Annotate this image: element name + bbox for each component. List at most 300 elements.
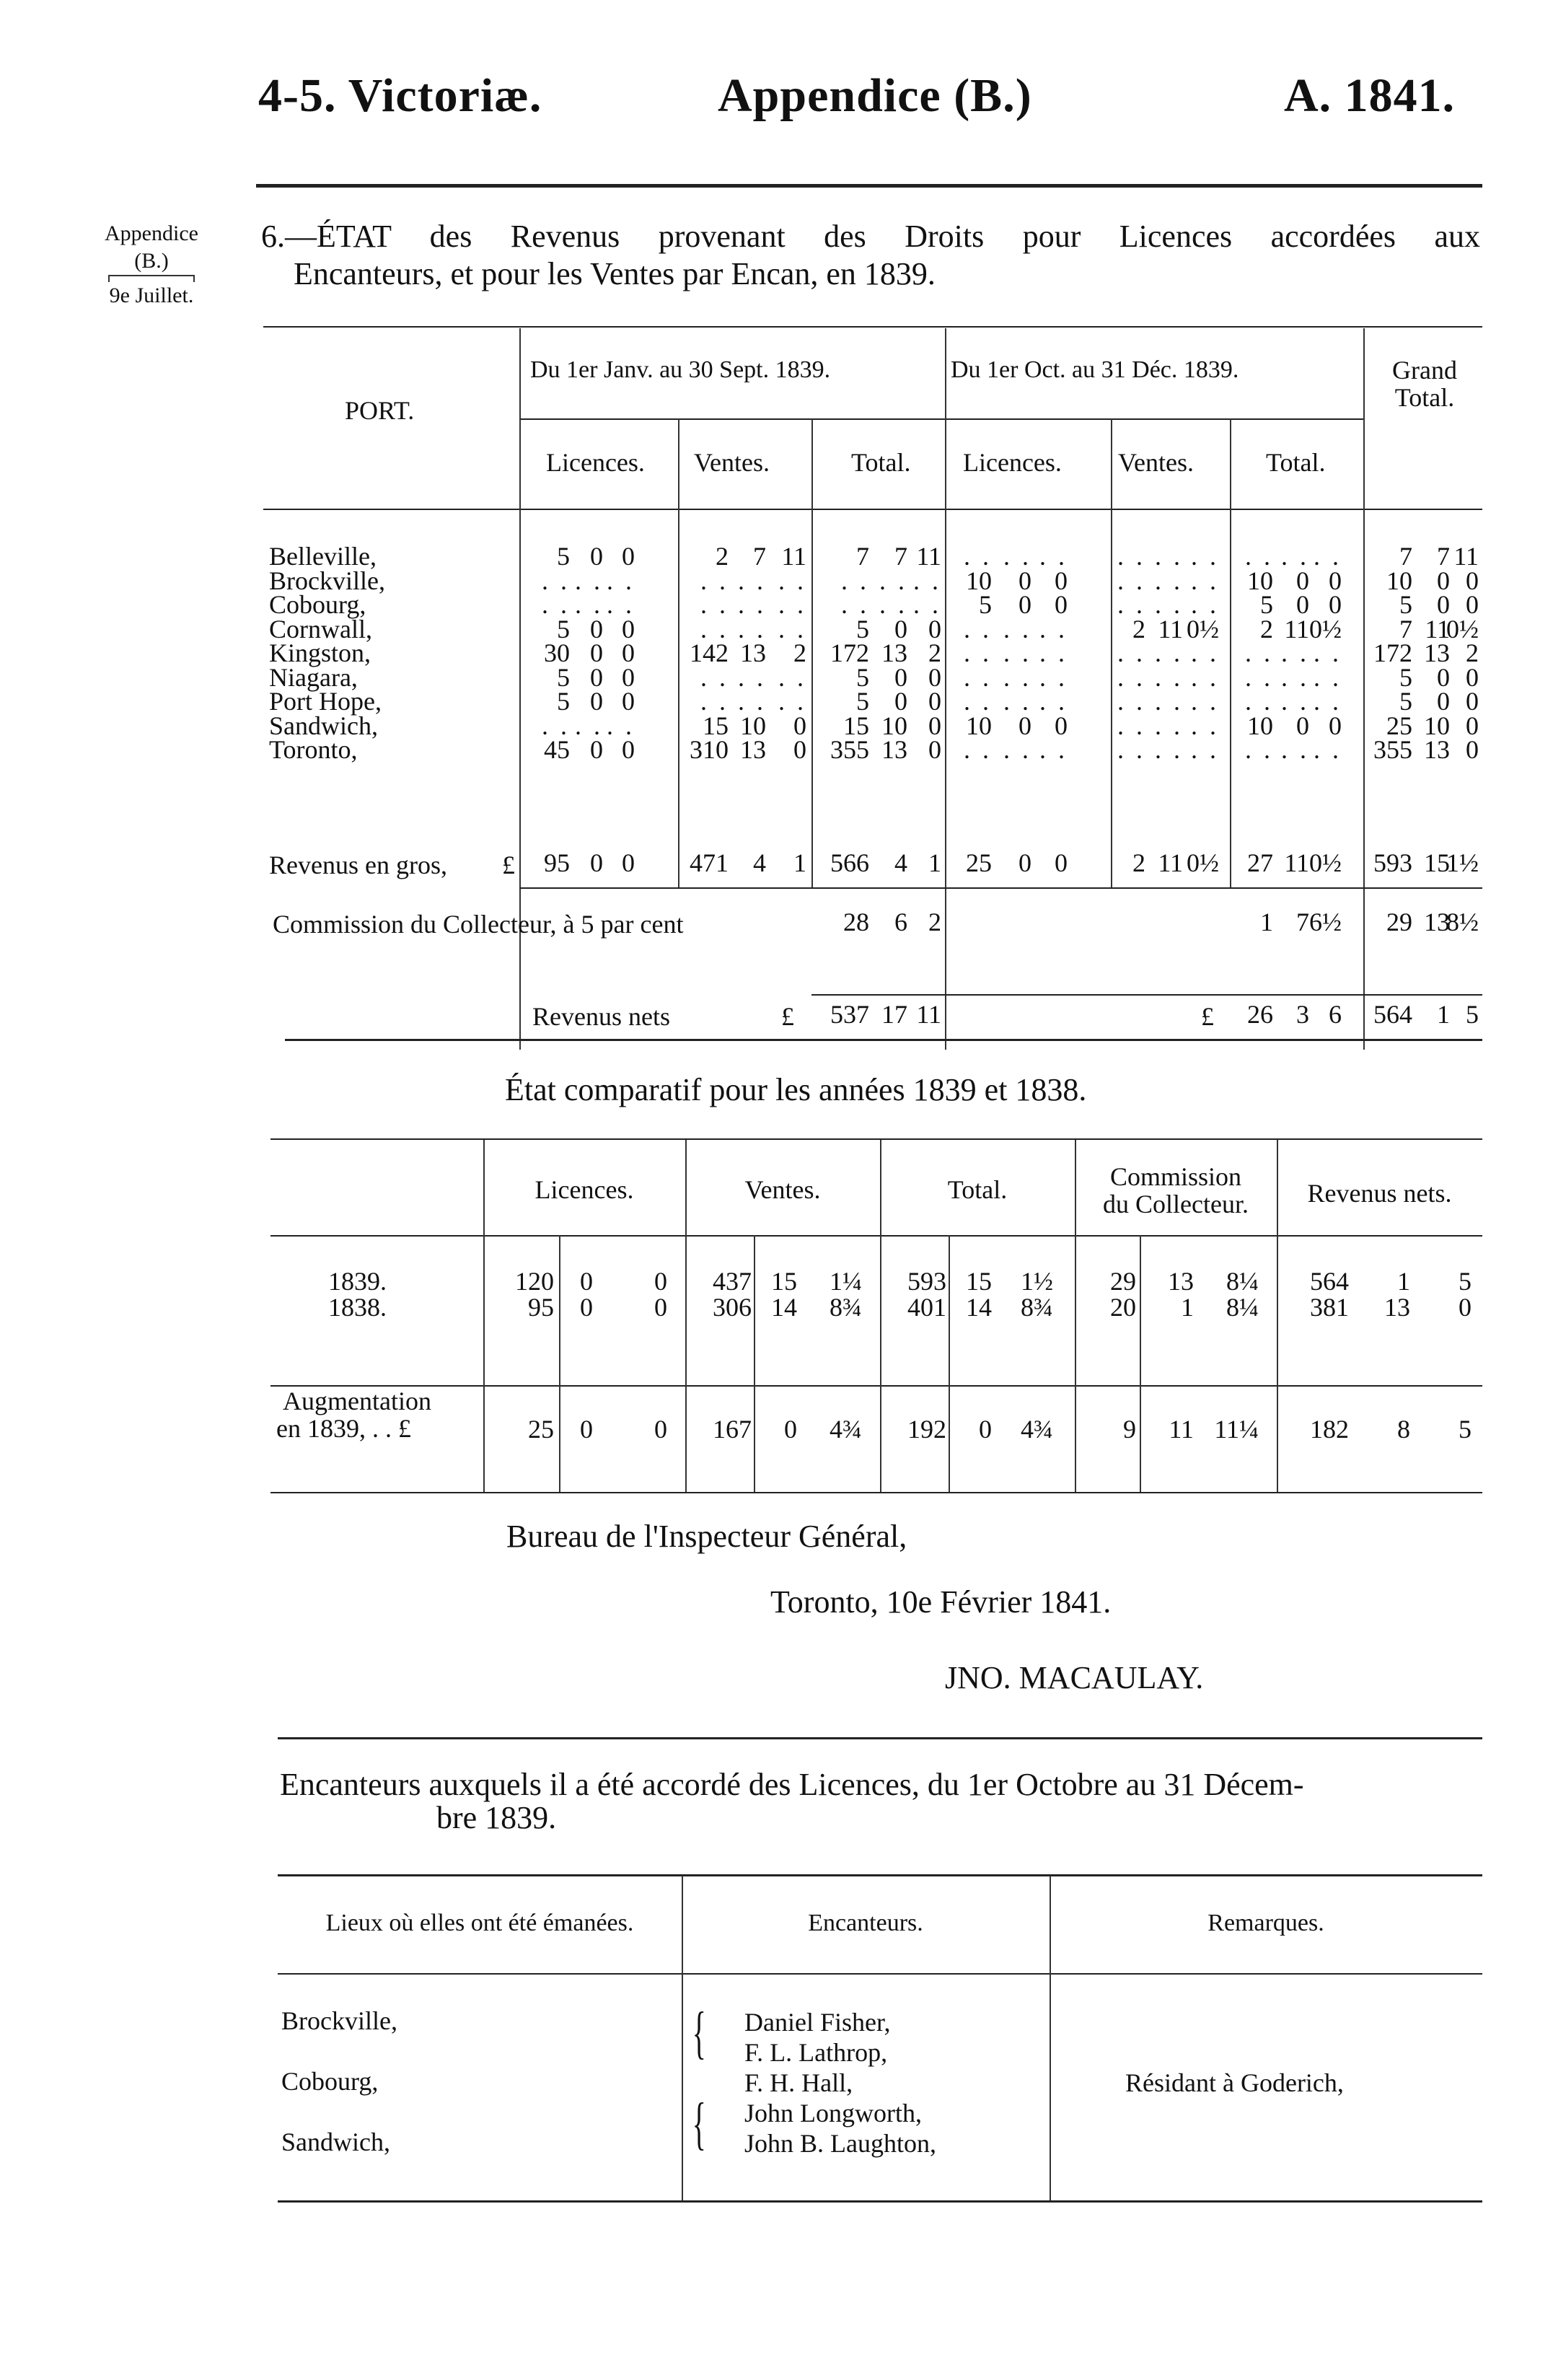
t1-cell: 5 (1399, 687, 1412, 716)
c-cell: 401 (907, 1293, 946, 1322)
t1-cell: 0 (1437, 566, 1450, 595)
header-left: 4-5. Victoriæ. (258, 69, 542, 122)
t1-cell: 15 (703, 711, 729, 740)
t1-cell: 0 (928, 735, 941, 764)
t1-cell: 0 (590, 614, 603, 644)
table-title (261, 218, 1480, 293)
enc-h-enc: Encanteurs. (808, 1910, 923, 1936)
t1-cell: 0 (1437, 687, 1450, 716)
t1-nets-cell: 537 (830, 1000, 869, 1029)
t1-gros-cell: 4 (894, 848, 907, 877)
t1-cell: 13 (740, 735, 766, 764)
t1-cell: 0 (1019, 590, 1031, 619)
title-line2: Encanteurs, et pour les Ventes par Encan, en 1839. (294, 256, 936, 291)
t1-cell: . . (1155, 662, 1183, 692)
t1-cell: 0 (1329, 566, 1342, 595)
c-cell: 15 (966, 1267, 992, 1296)
c-cell: 1 (1397, 1267, 1410, 1296)
t1-cell: . . (778, 687, 806, 716)
t1-cell: . . (1314, 687, 1342, 716)
t1-cell: 45 (544, 735, 570, 764)
t1-period1: Du 1er Janv. au 30 Sept. 1839. (530, 356, 831, 383)
t1-cell: . . (1039, 542, 1068, 571)
t1-nets-cell: 26 (1247, 1000, 1273, 1029)
t1-cell: . . (1155, 542, 1183, 571)
c-aug-cell: 192 (907, 1415, 946, 1444)
t1-cell: . . (542, 566, 570, 595)
t1-cell: 0 (622, 638, 635, 667)
t1-cell: 11 (781, 542, 806, 571)
enc-brace-1: { (692, 2001, 706, 2065)
c-cell: 13 (1384, 1293, 1410, 1322)
enc-name-3: F. H. Hall, (744, 2068, 853, 2097)
t1-cell: 0 (1466, 590, 1479, 619)
c-cell: 29 (1110, 1267, 1136, 1296)
t1-cell: 5 (1399, 590, 1412, 619)
t1-port-label: PORT. (345, 396, 415, 425)
t1-gros-cell: 1½ (1446, 848, 1479, 877)
t1-cell: 5 (856, 687, 869, 716)
t1-cell: . . (1191, 662, 1219, 692)
enc-lieu-cobourg: Cobourg, (281, 2067, 379, 2096)
t1-cell: 10 (881, 711, 907, 740)
c-aug-cell: 182 (1310, 1415, 1349, 1444)
t1-gros-cell: 1 (928, 848, 941, 877)
t1-nets-cell: 564 (1373, 1000, 1412, 1029)
t1-gros-cell: 15 (1424, 848, 1450, 877)
t1-cell: . . (1039, 614, 1068, 644)
t1-cell: . . (1003, 542, 1031, 571)
t1-port-5: Niagara, (269, 662, 358, 692)
t1-cell: . . (1245, 638, 1273, 667)
c-h-commission2: du Collecteur. (1103, 1190, 1249, 1218)
margin-brace (108, 275, 195, 282)
t1-cell: . . (1117, 638, 1145, 667)
t1-nets-cell: 3 (1296, 1000, 1309, 1029)
t1-nets-pound: £ (781, 1002, 794, 1031)
t1-cell: 30 (544, 638, 570, 667)
t1-gros-cell: 11 (1284, 848, 1309, 877)
t1-cell: . . (542, 590, 570, 619)
t1-bottom-rule (285, 1039, 1482, 1041)
c-cell: 0 (654, 1267, 667, 1296)
c-aug-label1: Augmentation (283, 1387, 431, 1415)
t1-cell: 0 (622, 687, 635, 716)
c-cell: 15 (771, 1267, 797, 1296)
t1-cell: . . (964, 542, 992, 571)
t1-cell: . . (1191, 638, 1219, 667)
t1-cell: . . (964, 614, 992, 644)
t1-commission-cell: 13 (1424, 908, 1450, 936)
t1-cell: 10 (1247, 566, 1273, 595)
t1-cell: 310 (690, 735, 729, 764)
t1-cell: . . (1039, 687, 1068, 716)
t1-cell: . . (1003, 662, 1031, 692)
t1-cell: . . (700, 614, 729, 644)
t1-cell: . . (1155, 687, 1183, 716)
t1-cell: . . (1314, 735, 1342, 764)
t1-cell: . . (778, 614, 806, 644)
enc-top-rule (278, 1874, 1482, 1876)
t1-cell: 10 (966, 711, 992, 740)
t1-cell: 5 (557, 614, 570, 644)
t1-cell: 0 (1019, 711, 1031, 740)
t1-cell: . . (1039, 735, 1068, 764)
c-cell: 0 (1459, 1293, 1471, 1322)
c-aug-cell: 0 (654, 1415, 667, 1444)
t1-cell: . . (778, 590, 806, 619)
t1-cell: . . (1281, 735, 1309, 764)
c-cell: 381 (1310, 1293, 1349, 1322)
t1-cell: 7 (856, 542, 869, 571)
t1-cell: . . (1191, 735, 1219, 764)
t1-cell: 2 (716, 542, 729, 571)
t1-cell: . . (575, 590, 603, 619)
t1-cell: 5 (979, 590, 992, 619)
c-aug-cell: 167 (713, 1415, 752, 1444)
t1-port-3: Cornwall, (269, 614, 372, 644)
c-cell: 5 (1459, 1267, 1471, 1296)
t1-cell: . . (700, 687, 729, 716)
t1-cell: . . (1191, 687, 1219, 716)
c-aug-cell: 11 (1169, 1415, 1194, 1444)
t1-cell: . . (1155, 590, 1183, 619)
t1-nets-cell: 17 (881, 1000, 907, 1029)
t1-commission-cell: 6½ (1309, 908, 1342, 936)
t1-cell: 0 (894, 662, 907, 692)
t1-cell: 25 (1386, 711, 1412, 740)
t1-cell: 7 (753, 542, 766, 571)
c-cell: 1¼ (830, 1267, 862, 1296)
t1-cell: . . (1117, 542, 1145, 571)
t1-cell: . . (778, 566, 806, 595)
t1-nets-cell: 1 (1437, 1000, 1450, 1029)
t1-gros-cell: 0½ (1309, 848, 1342, 877)
t1-cell: . . (1191, 711, 1219, 740)
t1-cell: 142 (690, 638, 729, 667)
t1-cell: 0 (1466, 566, 1479, 595)
t1-cell: . . (879, 590, 907, 619)
t1-cell: 355 (830, 735, 869, 764)
t1-commission-cell: 2 (928, 908, 941, 936)
t1-cell: . . (1155, 711, 1183, 740)
t1-cell: . . (913, 590, 941, 619)
t1-port-0: Belleville, (269, 542, 377, 571)
c-cell: 1 (1181, 1293, 1194, 1322)
t1-cell: 0 (622, 662, 635, 692)
sig-rule (278, 1737, 1482, 1739)
t1-cell: 7 (1437, 542, 1450, 571)
enc-remarque: Résidant à Goderich, (1125, 2068, 1344, 2097)
t1-commission-cell: 28 (843, 908, 869, 936)
t1-gros-rule (519, 887, 1482, 889)
t1-cell: . . (542, 711, 570, 740)
t1-cell: . . (575, 711, 603, 740)
t1-cell: . . (841, 566, 869, 595)
c-aug-cell: 5 (1459, 1415, 1471, 1444)
t1-cell: 10 (966, 566, 992, 595)
t1-cell: 0 (1019, 566, 1031, 595)
t1-cell: 11 (1453, 542, 1479, 571)
t1-cell: . . (700, 590, 729, 619)
t1-h-licences: Licences. (546, 448, 645, 477)
t1-cell: 13 (1424, 638, 1450, 667)
t1-cell: 0 (1055, 711, 1068, 740)
t1-cell: . . (1245, 662, 1273, 692)
t1-cell: 0½ (1446, 614, 1479, 644)
t1-cell: . . (1039, 662, 1068, 692)
t1-gros-cell: 0 (1019, 848, 1031, 877)
t1-nets-cell: 6 (1329, 1000, 1342, 1029)
t1-h-ventes: Ventes. (694, 448, 770, 477)
t1-cell: . . (1281, 638, 1309, 667)
c-cell: 95 (528, 1293, 554, 1322)
enc-name-5: John B. Laughton, (744, 2129, 936, 2158)
t1-cell: . . (1314, 662, 1342, 692)
t1-h-total: Total. (851, 448, 911, 477)
t1-period2: Du 1er Oct. au 31 Déc. 1839. (951, 356, 1239, 383)
t1-commission-cell: 29 (1386, 908, 1412, 936)
t1-cell: 172 (1373, 638, 1412, 667)
t1-cell: 0 (928, 687, 941, 716)
t1-cell: 0 (793, 711, 806, 740)
t1-cell: . . (879, 566, 907, 595)
c-cell: 306 (713, 1293, 752, 1322)
c-aug-cell: 9 (1123, 1415, 1136, 1444)
enc-title2: bre 1839. (436, 1800, 557, 1835)
t1-cell: . . (1155, 638, 1183, 667)
t1-cell: . . (1039, 638, 1068, 667)
t1-cell: 0 (1296, 711, 1309, 740)
c-aug-cell: 0 (979, 1415, 992, 1444)
t1-commission-cell: 8½ (1446, 908, 1479, 936)
t1-cell: 5 (856, 662, 869, 692)
t1-gros-cell: 0 (590, 848, 603, 877)
enc-h-lieux: Lieux où elles ont été émanées. (325, 1910, 634, 1936)
t1-cell: . . (1314, 638, 1342, 667)
t1-cell: 0 (1437, 662, 1450, 692)
t1-cell: . . (1281, 662, 1309, 692)
t1-gros-cell: 11 (1158, 848, 1183, 877)
t1-cell: 0 (590, 542, 603, 571)
t1-sub-rule (519, 418, 1363, 420)
t1-cell: . . (700, 662, 729, 692)
t1-commission-cell: 1 (1260, 908, 1273, 936)
t1-cell: . . (1314, 542, 1342, 571)
t1-cell: 0 (1466, 711, 1479, 740)
t1-cell: 0 (928, 662, 941, 692)
t1-cell: 2 (928, 638, 941, 667)
t1-cell: 11 (1284, 614, 1309, 644)
t1-cell: . . (964, 638, 992, 667)
t1-cell: . . (1003, 735, 1031, 764)
t1-cell: . . (1117, 662, 1145, 692)
t1-cell: . . (738, 687, 766, 716)
c-cell: 13 (1168, 1267, 1194, 1296)
enc-lieu-sandwich: Sandwich, (281, 2127, 390, 2156)
sig-bureau: Bureau de l'Inspecteur Général, (506, 1519, 907, 1554)
t1-port-8: Toronto, (269, 735, 358, 764)
c-aug-cell: 8 (1397, 1415, 1410, 1444)
t1-cell: . . (738, 614, 766, 644)
c-cell: 20 (1110, 1293, 1136, 1322)
t1-cell: 172 (830, 638, 869, 667)
t1-cell: . . (841, 590, 869, 619)
t1-commission-cell: 6 (894, 908, 907, 936)
sig-place: Toronto, 10e Février 1841. (770, 1584, 1112, 1620)
t1-gros-pound: £ (502, 851, 515, 879)
t1-gros-cell: 566 (830, 848, 869, 877)
t1-commission-label: Commission du Collecteur, à 5 par cent (273, 910, 684, 939)
t1-cell: 0 (622, 735, 635, 764)
t1-cell: 11 (916, 542, 941, 571)
t1-cell: 0 (590, 735, 603, 764)
t1-gros-cell: 2 (1132, 848, 1145, 877)
t1-cell: 0 (590, 662, 603, 692)
t1-cell: . . (1003, 614, 1031, 644)
title-line1: 6.—ÉTAT des Revenus provenant des Droits pour Licences accordées aux (261, 219, 1480, 254)
t1-cell: 0 (1466, 735, 1479, 764)
margin-appendice: Appendice (105, 221, 198, 245)
c-top-rule (270, 1138, 1482, 1140)
t1-nets-cell: 5 (1466, 1000, 1479, 1029)
c-cell: 564 (1310, 1267, 1349, 1296)
t1-nets-label: Revenus nets (532, 1002, 670, 1031)
sig-name: JNO. MACAULAY. (945, 1660, 1204, 1695)
t1-port-2: Cobourg, (269, 590, 366, 619)
t1-cell: 0 (590, 638, 603, 667)
t1-cell: . . (1117, 590, 1145, 619)
enc-name-4: John Longworth, (744, 2099, 922, 2127)
t1-cell: 355 (1373, 735, 1412, 764)
t1-gros-cell: 25 (966, 848, 992, 877)
c-cell: 1½ (1021, 1267, 1053, 1296)
c-cell: 8¼ (1226, 1267, 1259, 1296)
t1-cell: 13 (881, 638, 907, 667)
comparatif-title: État comparatif pour les années 1839 et 1838. (505, 1072, 1087, 1107)
t1-gros-cell: 4 (753, 848, 766, 877)
t1-gros-cell: 0 (622, 848, 635, 877)
margin-date: 9e Juillet. (109, 284, 194, 307)
t1-cell: 2 (1260, 614, 1273, 644)
t1-cell: . . (1281, 542, 1309, 571)
t1-cell: 0 (622, 542, 635, 571)
t1-cell: 0 (590, 687, 603, 716)
t1-cell: . . (607, 590, 635, 619)
t1-nets-pound2: £ (1201, 1002, 1214, 1031)
t1-cell: 10 (740, 711, 766, 740)
t1-cell: 5 (856, 614, 869, 644)
t1-cell: 7 (894, 542, 907, 571)
t1-grand-total: Grand Total. (1392, 356, 1457, 412)
t1-cell: . . (1155, 735, 1183, 764)
t1-cell: . . (1117, 735, 1145, 764)
t1-cell: 0 (1466, 662, 1479, 692)
t1-cell: 0½ (1187, 614, 1219, 644)
t1-port-4: Kingston, (269, 638, 371, 667)
c-aug-rule (270, 1385, 1482, 1387)
c-cell: 14 (771, 1293, 797, 1322)
t1-cell: 5 (1260, 590, 1273, 619)
t1-cell: 5 (557, 542, 570, 571)
enc-brace-2: { (692, 2092, 706, 2156)
t1-cell: 10 (1247, 711, 1273, 740)
enc-head-rule (278, 1973, 1482, 1975)
c-aug-cell: 25 (528, 1415, 554, 1444)
t1-cell: 2 (1132, 614, 1145, 644)
t1-cell: 2 (793, 638, 806, 667)
c-year-1: 1838. (328, 1293, 387, 1322)
enc-lieu-brockville: Brockville, (281, 2006, 397, 2035)
c-aug-cell: 4¾ (1021, 1415, 1053, 1444)
t1-cell: 0 (1055, 566, 1068, 595)
c-aug-cell: 11¼ (1214, 1415, 1259, 1444)
c-cell: 0 (654, 1293, 667, 1322)
enc-name-2: F. L. Lathrop, (744, 2038, 888, 2067)
t1-cell: 10 (1424, 711, 1450, 740)
t1-cell: 0 (928, 614, 941, 644)
t1-cell: 0 (793, 735, 806, 764)
t1-cell: 2 (1466, 638, 1479, 667)
t1-cell: 11 (1425, 614, 1450, 644)
t1-gros-cell: 27 (1247, 848, 1273, 877)
t1-gros-cell: 471 (690, 848, 729, 877)
t1-cell: 11 (1158, 614, 1183, 644)
t1-cell: 0 (1296, 566, 1309, 595)
t1-cell: . . (1191, 542, 1219, 571)
c-cell: 0 (580, 1267, 593, 1296)
enc-title1: Encanteurs auxquels il a été accordé des Licences, du 1er Octobre au 31 Décem- (280, 1767, 1304, 1802)
t1-cell: 0 (1329, 590, 1342, 619)
t1-cell: . . (1245, 735, 1273, 764)
t1-cell: 0 (1055, 590, 1068, 619)
t1-gros-cell: 95 (544, 848, 570, 877)
t1-cell: 0 (894, 614, 907, 644)
t1-cell: 0 (622, 614, 635, 644)
t1-cell: . . (738, 590, 766, 619)
t1-gros-cell: 1 (793, 848, 806, 877)
t1-cell: . . (964, 687, 992, 716)
t1-cell: 5 (1399, 662, 1412, 692)
t1-cell: . . (1281, 687, 1309, 716)
t1-cell: 10 (1386, 566, 1412, 595)
c-aug-cell: 0 (580, 1415, 593, 1444)
t1-gros-cell: 593 (1373, 848, 1412, 877)
t1-cell: . . (738, 566, 766, 595)
c-aug-cell: 0 (784, 1415, 797, 1444)
t1-gros-cell: 0½ (1187, 848, 1219, 877)
t1-cell: . . (1191, 590, 1219, 619)
t1-cell: 5 (557, 662, 570, 692)
t1-cell: . . (1117, 687, 1145, 716)
c-h-nets: Revenus nets. (1307, 1179, 1452, 1208)
enc-bottom-rule (278, 2200, 1482, 2203)
t1-cell: 13 (740, 638, 766, 667)
t1-cell: . . (1245, 542, 1273, 571)
t1-cell: 0 (1466, 687, 1479, 716)
c-h-ventes: Ventes. (744, 1175, 821, 1204)
t1-cell: . . (964, 735, 992, 764)
t1-cell: . . (1003, 687, 1031, 716)
t1-cell: . . (1155, 566, 1183, 595)
c-cell: 0 (580, 1293, 593, 1322)
header-right: A. 1841. (1284, 69, 1456, 122)
t1-cell: . . (607, 711, 635, 740)
t1-cell: 0 (1437, 590, 1450, 619)
t1-port-7: Sandwich, (269, 711, 378, 740)
t1-cell: 0 (1329, 711, 1342, 740)
c-cell: 120 (515, 1267, 554, 1296)
